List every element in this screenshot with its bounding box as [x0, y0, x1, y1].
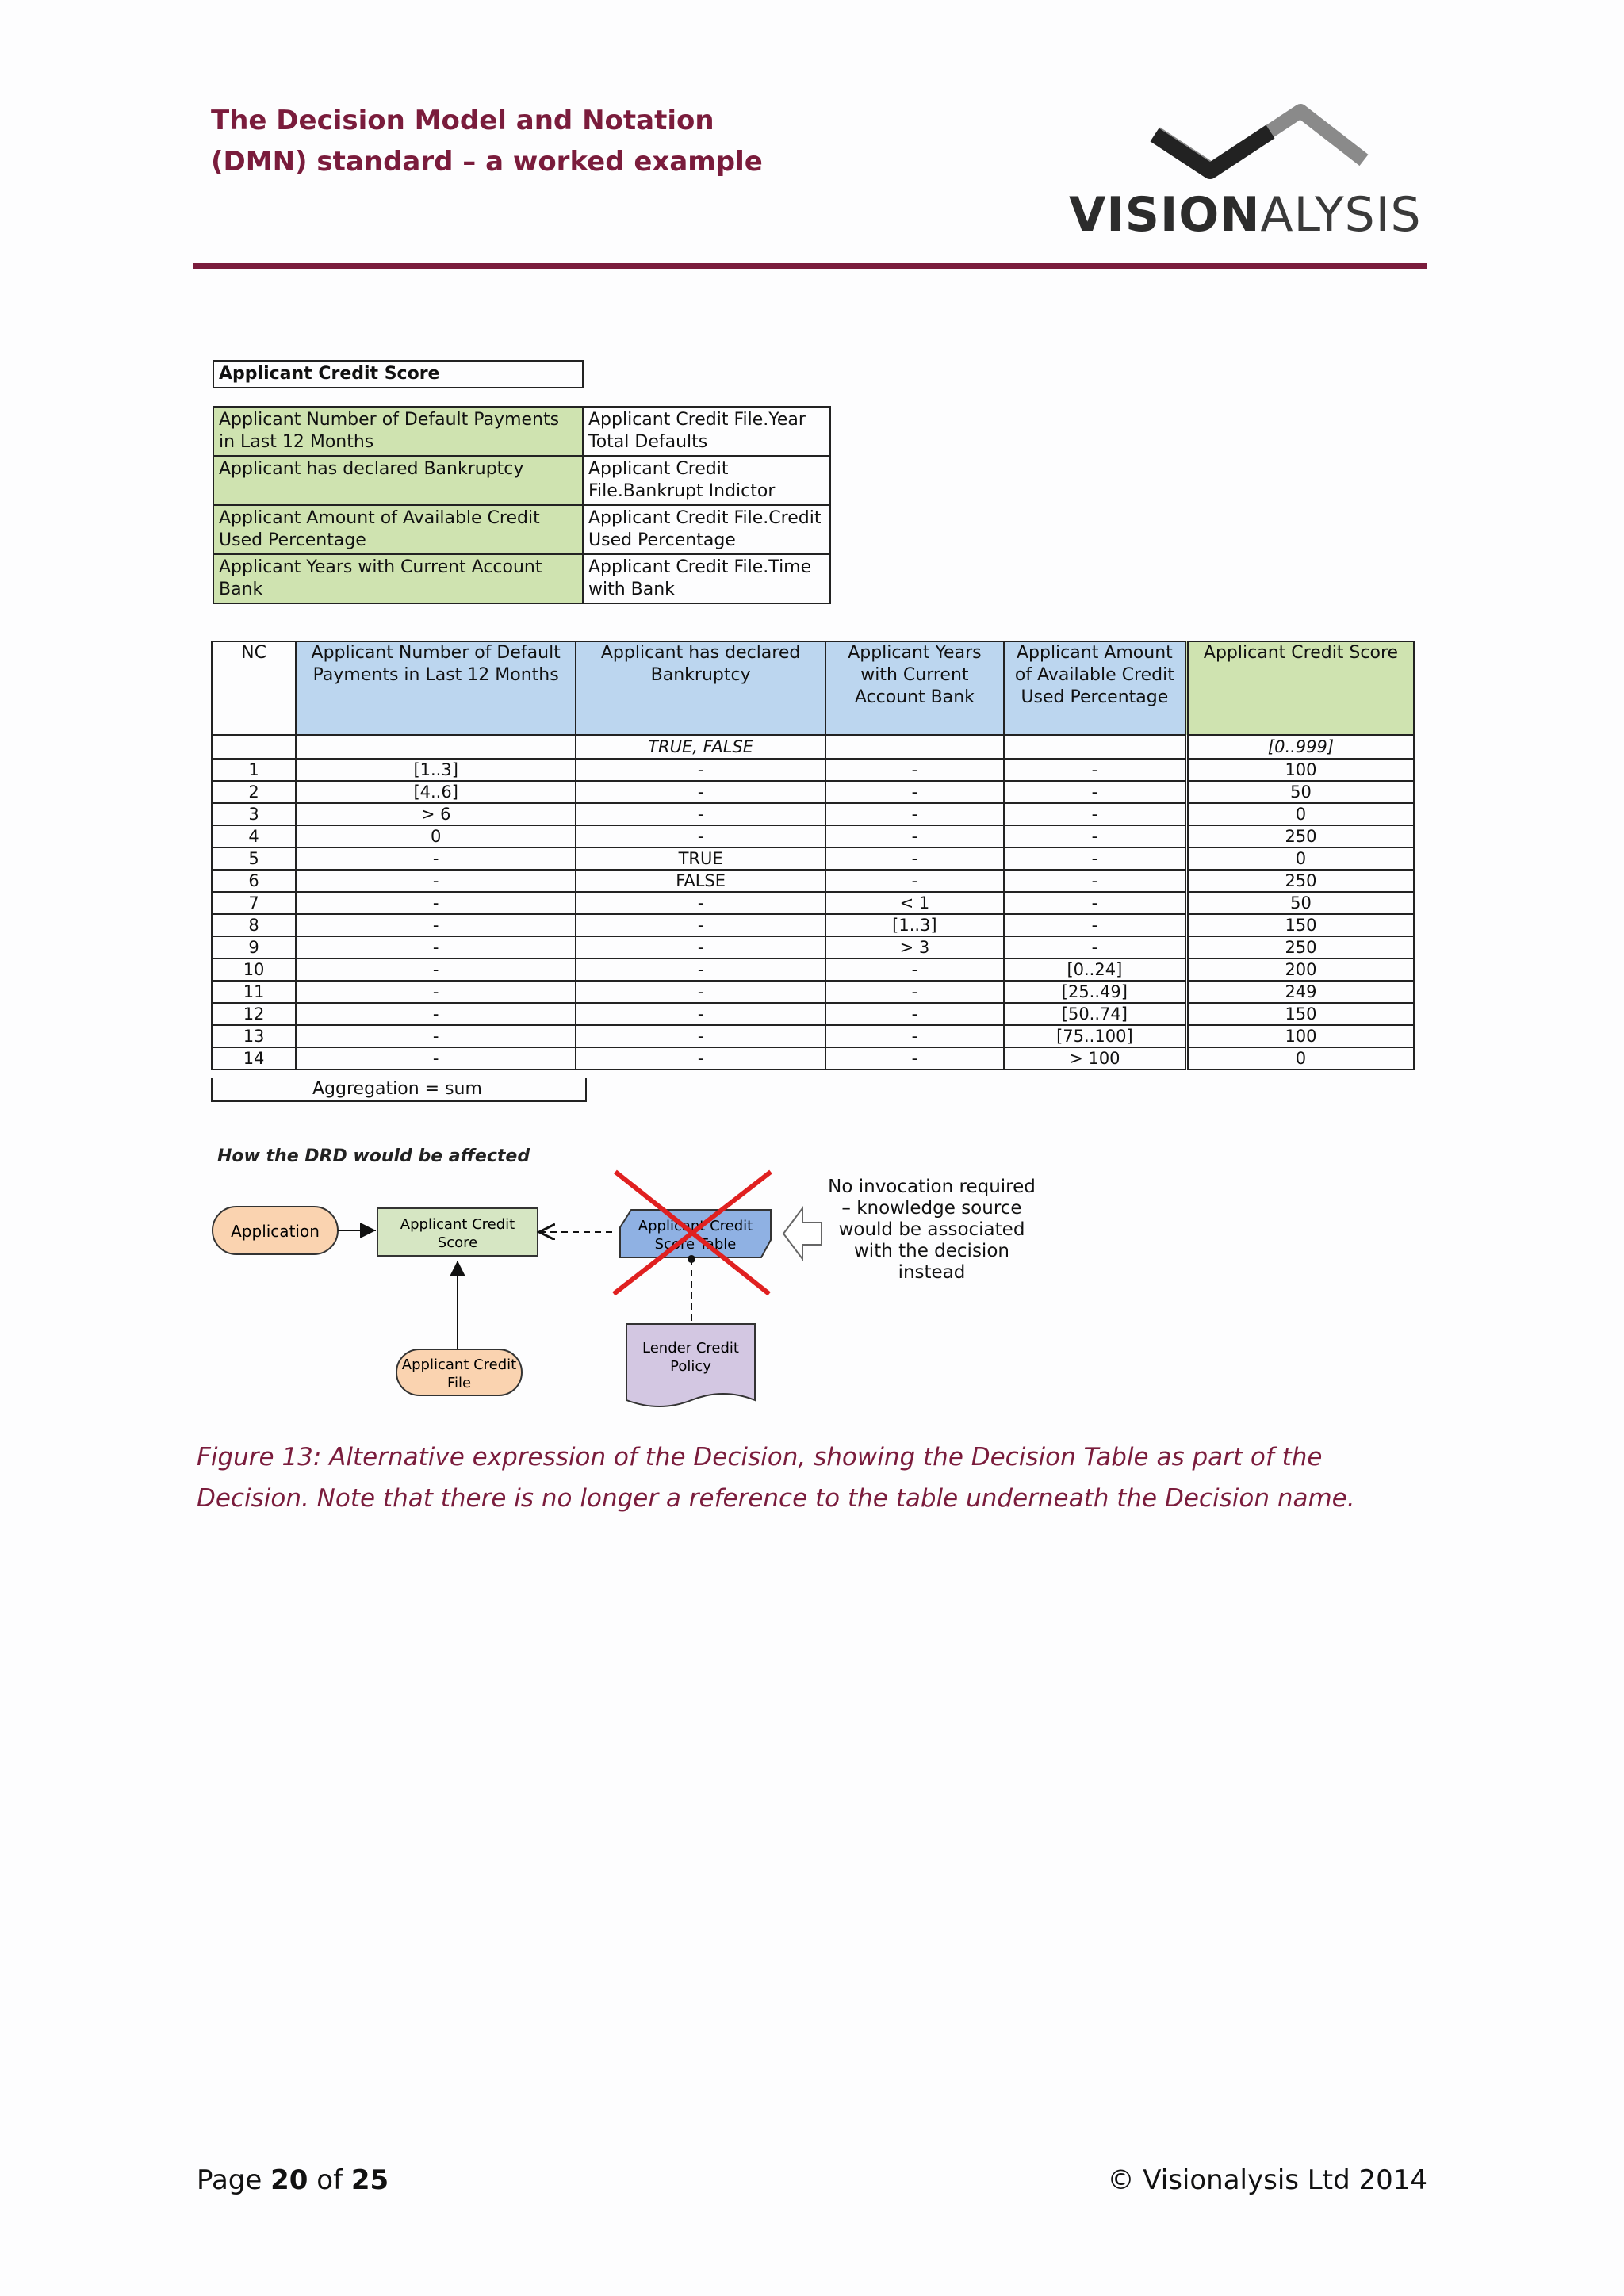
mapping-source: Applicant Credit File.Credit Used Percentage	[583, 505, 830, 554]
rule-cell-c1: -	[296, 892, 576, 914]
header-bankruptcy: Applicant has declared Bankruptcy	[576, 641, 825, 735]
rule-cell-c1: -	[296, 1003, 576, 1025]
rule-cell-out: 50	[1186, 892, 1414, 914]
rule-cell-nc: 3	[212, 803, 296, 825]
rule-row	[212, 1025, 1414, 1047]
page-total: 25	[350, 2164, 389, 2196]
rule-cell-out: 150	[1186, 1003, 1414, 1025]
allowed-credit-score: [0..999]	[1186, 735, 1414, 759]
rule-row	[212, 870, 1414, 892]
rule-cell-out: 0	[1186, 848, 1414, 870]
rule-cell-out: 250	[1186, 936, 1414, 959]
rule-cell-out: 100	[1186, 759, 1414, 781]
rule-row	[212, 1003, 1414, 1025]
rule-cell-c4: -	[1004, 803, 1187, 825]
rule-cell-nc: 7	[212, 892, 296, 914]
mapping-source: Applicant Credit File.Time with Bank	[583, 554, 830, 603]
aggregation-box	[211, 1078, 587, 1102]
rule-cell-c4: -	[1004, 848, 1187, 870]
rule-row	[212, 914, 1414, 936]
rule-cell-c1: -	[296, 959, 576, 981]
document-title	[211, 100, 925, 182]
rule-cell-c2: -	[576, 936, 825, 959]
drd-note-line: – knowledge source	[841, 1198, 1022, 1219]
drd-authority-dot	[688, 1255, 695, 1263]
mapping-input: Applicant Amount of Available Credit Used Percentage	[213, 505, 583, 554]
header-default-payments: Applicant Number of Default Payments in Last 12 Months	[296, 641, 576, 735]
rule-cell-c4: -	[1004, 914, 1187, 936]
rule-cell-nc: 6	[212, 870, 296, 892]
header-years-with-bank: Applicant Years with Current Account Bank	[825, 641, 1004, 735]
mapping-source: Applicant Credit File.Bankrupt Indictor	[583, 456, 830, 505]
rule-row	[212, 825, 1414, 848]
drd-decision-label-line2: Score	[437, 1234, 478, 1251]
rule-cell-c3: -	[825, 1047, 1004, 1070]
drd-note	[817, 1177, 1047, 1284]
mapping-row	[213, 456, 830, 505]
rule-row	[212, 892, 1414, 914]
rule-cell-nc: 11	[212, 981, 296, 1003]
rule-cell-c1: [1..3]	[296, 759, 576, 781]
rule-cell-c1: -	[296, 914, 576, 936]
drd-note-line: No invocation required	[828, 1177, 1036, 1197]
drd-credit-file-label-line1: Applicant Credit	[401, 1357, 517, 1373]
rule-cell-c4: -	[1004, 759, 1187, 781]
rule-row	[212, 1047, 1414, 1070]
rule-cell-nc: 14	[212, 1047, 296, 1070]
rule-cell-c1: 0	[296, 825, 576, 848]
rule-cell-c1: -	[296, 848, 576, 870]
rule-cell-c2: -	[576, 803, 825, 825]
rule-cell-nc: 10	[212, 959, 296, 981]
drd-knowledge-label-line1: Lender Credit	[642, 1340, 739, 1357]
rule-row	[212, 848, 1414, 870]
page-current: 20	[270, 2164, 308, 2196]
mapping-row	[213, 407, 830, 456]
rule-cell-c3: -	[825, 1025, 1004, 1047]
allowed-bankruptcy: TRUE, FALSE	[576, 735, 825, 759]
header-nc: NC	[212, 641, 296, 735]
decision-title-box	[213, 360, 584, 388]
drd-application-label: Application	[231, 1222, 320, 1241]
rule-cell-c2: -	[576, 781, 825, 803]
rule-cell-c3: -	[825, 1003, 1004, 1025]
rule-cell-c4: > 100	[1004, 1047, 1187, 1070]
rule-row	[212, 781, 1414, 803]
allowed-values-row	[212, 735, 1414, 759]
rule-cell-c3: -	[825, 959, 1004, 981]
drd-hollow-arrow	[783, 1208, 822, 1259]
figure-caption-line2: Decision. Note that there is no longer a reference to the table underneath the Decision name.	[197, 1484, 1355, 1513]
decision-title: Applicant Credit Score	[213, 361, 583, 388]
rule-cell-c2: -	[576, 981, 825, 1003]
rule-cell-c2: -	[576, 914, 825, 936]
rule-cell-c1: -	[296, 936, 576, 959]
rule-cell-out: 250	[1186, 825, 1414, 848]
rule-cell-c1: -	[296, 870, 576, 892]
rule-cell-c1: -	[296, 1047, 576, 1070]
page-mid: of	[308, 2164, 351, 2196]
drd-credit-file-label-line2: File	[446, 1375, 472, 1391]
rule-cell-out: 200	[1186, 959, 1414, 981]
logo-wordmark	[1069, 187, 1422, 243]
figure-caption	[197, 1437, 1434, 1519]
mapping-input: Applicant Years with Current Account Bank	[213, 554, 583, 603]
rule-cell-c2: -	[576, 892, 825, 914]
rule-cell-out: 150	[1186, 914, 1414, 936]
rule-cell-nc: 13	[212, 1025, 296, 1047]
rule-cell-c1: -	[296, 981, 576, 1003]
aggregation-label: Aggregation = sum	[312, 1079, 482, 1099]
rule-cell-nc: 2	[212, 781, 296, 803]
rule-cell-c4: -	[1004, 870, 1187, 892]
rule-cell-c2: -	[576, 1047, 825, 1070]
drd-bkm-label-line1: Applicant Credit	[638, 1218, 753, 1234]
drd-bkm-label-line2: Score Table	[654, 1236, 737, 1253]
mapping-source: Applicant Credit File.Year Total Defaults	[583, 407, 830, 456]
rule-cell-c2: -	[576, 1003, 825, 1025]
rule-cell-c2: -	[576, 1025, 825, 1047]
rule-cell-nc: 12	[212, 1003, 296, 1025]
rule-cell-c3: > 3	[825, 936, 1004, 959]
rule-cell-c3: -	[825, 781, 1004, 803]
rule-cell-c2: -	[576, 825, 825, 848]
rule-cell-c3: -	[825, 759, 1004, 781]
rule-cell-c4: [0..24]	[1004, 959, 1187, 981]
rule-cell-c4: [75..100]	[1004, 1025, 1187, 1047]
logo-wordmark-light: ALYSIS	[1260, 187, 1422, 243]
input-mapping-table	[213, 406, 831, 604]
drd-caption: How the DRD would be affected	[217, 1146, 530, 1166]
rule-cell-nc: 9	[212, 936, 296, 959]
logo-wordmark-bold: VISION	[1069, 187, 1261, 243]
rule-cell-c3: -	[825, 870, 1004, 892]
document-title-line2: (DMN) standard – a worked example	[211, 146, 763, 178]
rule-cell-c4: [25..49]	[1004, 981, 1187, 1003]
rule-cell-out: 0	[1186, 803, 1414, 825]
drd-note-line: with the decision	[854, 1241, 1009, 1261]
mapping-input: Applicant Number of Default Payments in Last 12 Months	[213, 407, 583, 456]
rule-cell-c4: -	[1004, 936, 1187, 959]
rule-cell-nc: 8	[212, 914, 296, 936]
rule-row	[212, 759, 1414, 781]
mapping-row	[213, 554, 830, 603]
rule-cell-c3: -	[825, 848, 1004, 870]
drd-note-line: instead	[898, 1262, 966, 1283]
rule-row	[212, 936, 1414, 959]
page-prefix: Page	[197, 2164, 271, 2196]
rule-cell-c2: -	[576, 959, 825, 981]
rule-cell-out: 0	[1186, 1047, 1414, 1070]
rule-cell-c2: TRUE	[576, 848, 825, 870]
decision-table-header	[212, 641, 1414, 735]
rule-row	[212, 803, 1414, 825]
mapping-input: Applicant has declared Bankruptcy	[213, 456, 583, 505]
copyright: © Visionalysis Ltd 2014	[1107, 2164, 1427, 2196]
rule-cell-c1: [4..6]	[296, 781, 576, 803]
rule-cell-nc: 1	[212, 759, 296, 781]
rule-cell-c3: < 1	[825, 892, 1004, 914]
mapping-row	[213, 505, 830, 554]
rule-cell-c4: -	[1004, 825, 1187, 848]
rule-cell-out: 100	[1186, 1025, 1414, 1047]
decision-table	[211, 641, 1415, 1070]
rule-cell-nc: 5	[212, 848, 296, 870]
header-credit-score: Applicant Credit Score	[1186, 641, 1414, 735]
rule-cell-nc: 4	[212, 825, 296, 848]
rule-cell-c2: -	[576, 759, 825, 781]
rule-cell-c3: -	[825, 981, 1004, 1003]
rule-cell-c2: FALSE	[576, 870, 825, 892]
rule-row	[212, 981, 1414, 1003]
decision-table-rules	[212, 759, 1414, 1070]
figure-caption-line1: Figure 13: Alternative expression of the Decision, showing the Decision Table as part of the	[197, 1443, 1323, 1471]
document-title-line1: The Decision Model and Notation	[211, 105, 714, 136]
rule-cell-c1: > 6	[296, 803, 576, 825]
header-credit-used: Applicant Amount of Available Credit Used Percentage	[1004, 641, 1187, 735]
rule-cell-c4: -	[1004, 892, 1187, 914]
drd-knowledge-label-line2: Policy	[670, 1358, 711, 1375]
rule-cell-out: 250	[1186, 870, 1414, 892]
page-number	[197, 2164, 389, 2196]
rule-row	[212, 959, 1414, 981]
rule-cell-out: 50	[1186, 781, 1414, 803]
rule-cell-c4: [50..74]	[1004, 1003, 1187, 1025]
drd-note-line: would be associated	[838, 1219, 1025, 1240]
rule-cell-out: 249	[1186, 981, 1414, 1003]
rule-cell-c4: -	[1004, 781, 1187, 803]
header-divider	[193, 263, 1427, 269]
drd-decision-label-line1: Applicant Credit	[400, 1216, 515, 1233]
rule-cell-c3: [1..3]	[825, 914, 1004, 936]
rule-cell-c3: -	[825, 803, 1004, 825]
rule-cell-c1: -	[296, 1025, 576, 1047]
rule-cell-c3: -	[825, 825, 1004, 848]
